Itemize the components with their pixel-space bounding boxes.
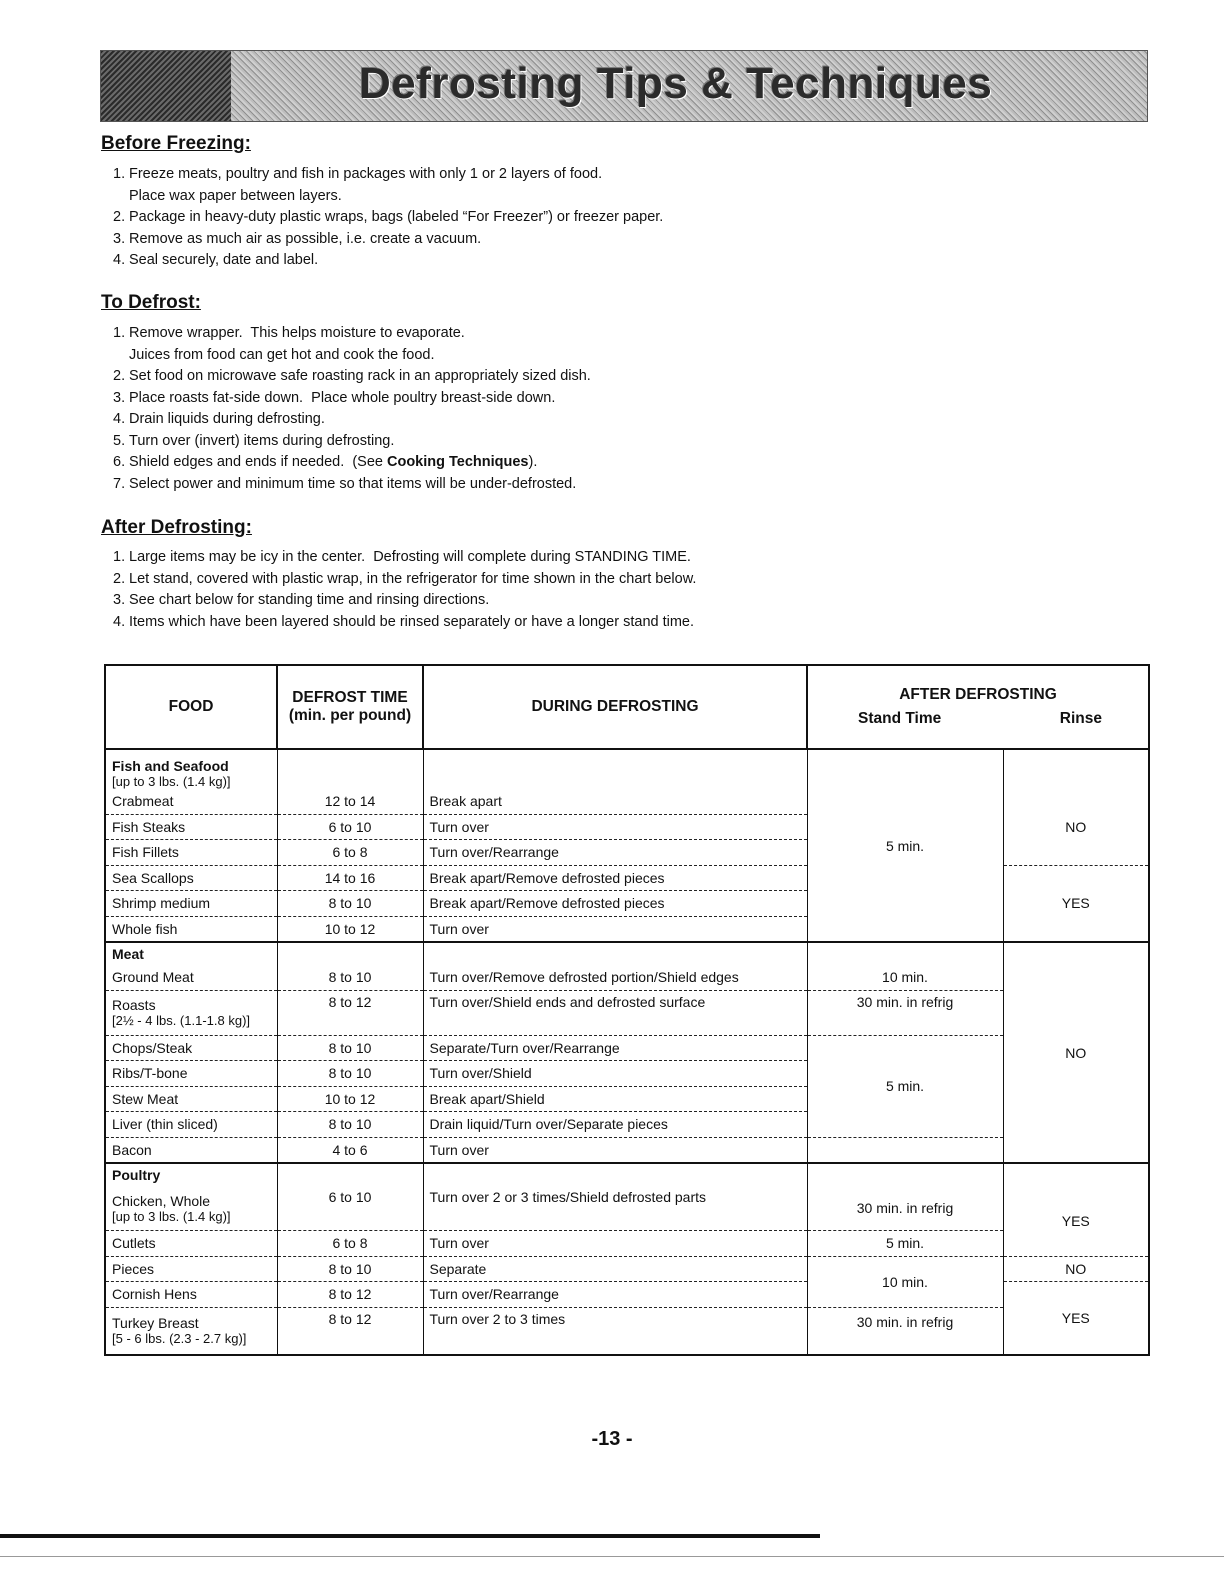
stand-time-cell: 5 min.: [807, 749, 1003, 942]
table-row: Pieces 8 to 10 Separate 10 min. NO: [105, 1256, 1149, 1282]
banner-dark-block: [101, 51, 231, 121]
after-defrosting-steps: [113, 547, 696, 633]
footer-rule: [0, 1534, 820, 1538]
list-item: 1. Remove wrapper. This helps moisture to evaporate. Juices from food can get hot and cook the food.: [113, 325, 465, 363]
table-row: Ribs/T-bone 8 to 10 Turn over/Shield: [105, 1061, 1149, 1087]
before-freezing-steps: [113, 164, 663, 272]
group-label: Poultry: [105, 1163, 277, 1186]
table-row: [105, 749, 1149, 789]
rinse-cell: YES: [1003, 865, 1149, 942]
table-row: [105, 1163, 1149, 1186]
title-banner: [100, 50, 1148, 122]
table-row: [105, 942, 1149, 965]
list-item: 2. Set food on microwave safe roasting rack in an appropriately sized dish.: [113, 368, 591, 384]
footer-rule-thin: [0, 1556, 1224, 1557]
table-row: Crabmeat 12 to 14 Break apart NO: [105, 789, 1149, 814]
table-row: Sea Scallops 14 to 16 Break apart/Remove defrosted pieces YES: [105, 865, 1149, 891]
table-row: Whole fish 10 to 12 Turn over: [105, 916, 1149, 942]
rinse-cell: YES: [1003, 1186, 1149, 1256]
table-row: Fish Steaks 6 to 10 Turn over: [105, 814, 1149, 840]
table-row: Stew Meat 10 to 12 Break apart/Shield: [105, 1086, 1149, 1112]
table-row: Liver (thin sliced) 8 to 10 Drain liquid/Turn over/Separate pieces: [105, 1112, 1149, 1138]
table-row: Turkey Breast [5 - 6 lbs. (2.3 - 2.7 kg)] 8 to 12 Turn over 2 to 3 times 30 min. in refrig: [105, 1307, 1149, 1355]
list-item: 4. Seal securely, date and label.: [113, 252, 319, 268]
stand-time-cell: 10 min.: [807, 1256, 1003, 1307]
table-row: Ground Meat 8 to 10 Turn over/Remove defrosted portion/Shield edges 10 min.: [105, 965, 1149, 990]
table-row: Bacon 4 to 6 Turn over: [105, 1137, 1149, 1163]
defrost-table: [104, 664, 1150, 1356]
list-item: 4. Items which have been layered should be rinsed separately or have a longer stand time.: [113, 613, 695, 630]
list-item: 2. Package in heavy-duty plastic wraps, bags (labeled “For Freezer”) or freezer paper.: [113, 209, 664, 225]
rinse-cell: YES: [1003, 1282, 1149, 1355]
list-item: 3. See chart below for standing time and rinsing directions.: [113, 592, 490, 608]
rinse-cell: NO: [1003, 789, 1149, 865]
page-number: -13 -: [591, 1428, 633, 1450]
stand-time-cell: 5 min.: [807, 1035, 1003, 1137]
table-row: Cornish Hens 8 to 12 Turn over/Rearrange YES: [105, 1282, 1149, 1308]
table-row: Fish Fillets 6 to 8 Turn over/Rearrange: [105, 840, 1149, 866]
page-title: Defrosting Tips & Techniques: [359, 59, 993, 108]
to-defrost-steps: [113, 323, 591, 495]
header-after-defrosting: AFTER DEFROSTING Stand Time Rinse: [807, 665, 1149, 749]
list-item: 1. Freeze meats, poultry and fish in packages with only 1 or 2 layers of food. Place wax paper between layers.: [113, 166, 603, 204]
after-defrosting-heading: After Defrosting:: [101, 517, 252, 538]
list-item: 4. Drain liquids during defrosting.: [113, 411, 325, 427]
group-label: Fish and Seafood [up to 3 lbs. (1.4 kg)]: [105, 749, 277, 789]
to-defrost-heading: To Defrost:: [101, 292, 201, 313]
table-row: Chops/Steak 8 to 10 Separate/Turn over/Rearrange 5 min.: [105, 1035, 1149, 1061]
list-item: 6. Shield edges and ends if needed. (See Cooking Techniques).: [113, 454, 538, 470]
list-item: 3. Remove as much air as possible, i.e. create a vacuum.: [113, 230, 482, 247]
list-item: 1. Large items may be icy in the center. Defrosting will complete during STANDING TIME.: [113, 549, 691, 565]
cooking-techniques-reference: Cooking Techniques: [386, 454, 529, 470]
header-rinse: Rinse: [1059, 710, 1103, 727]
list-item: 7. Select power and minimum time so that items will be under-defrosted.: [113, 475, 577, 492]
table-row: Shrimp medium 8 to 10 Break apart/Remove defrosted pieces: [105, 891, 1149, 917]
list-item: 5. Turn over (invert) items during defrosting.: [113, 432, 395, 449]
table-row: Cutlets 6 to 8 Turn over 5 min.: [105, 1231, 1149, 1257]
before-freezing-heading: Before Freezing:: [101, 133, 251, 154]
defrost-chart: [104, 664, 1148, 1356]
list-item: 2. Let stand, covered with plastic wrap, in the refrigerator for time shown in the chart below.: [113, 570, 697, 587]
table-row: Chicken, Whole [up to 3 lbs. (1.4 kg)] 6 to 10 Turn over 2 or 3 times/Shield defrosted parts 30 min. in refrig YES: [105, 1186, 1149, 1231]
group-label: Meat: [105, 942, 277, 965]
header-stand-time: Stand Time: [858, 710, 942, 727]
header-defrost-time: DEFROST TIME (min. per pound): [277, 665, 423, 749]
list-item: 3. Place roasts fat-side down. Place whole poultry breast-side down.: [113, 389, 556, 406]
header-food: FOOD: [105, 665, 277, 749]
rinse-cell: NO: [1003, 942, 1149, 1163]
header-during-defrosting: DURING DEFROSTING: [423, 665, 807, 749]
table-row: Roasts [2½ - 4 lbs. (1.1-1.8 kg)] 8 to 12 Turn over/Shield ends and defrosted surface 30 min. in refrig: [105, 990, 1149, 1035]
